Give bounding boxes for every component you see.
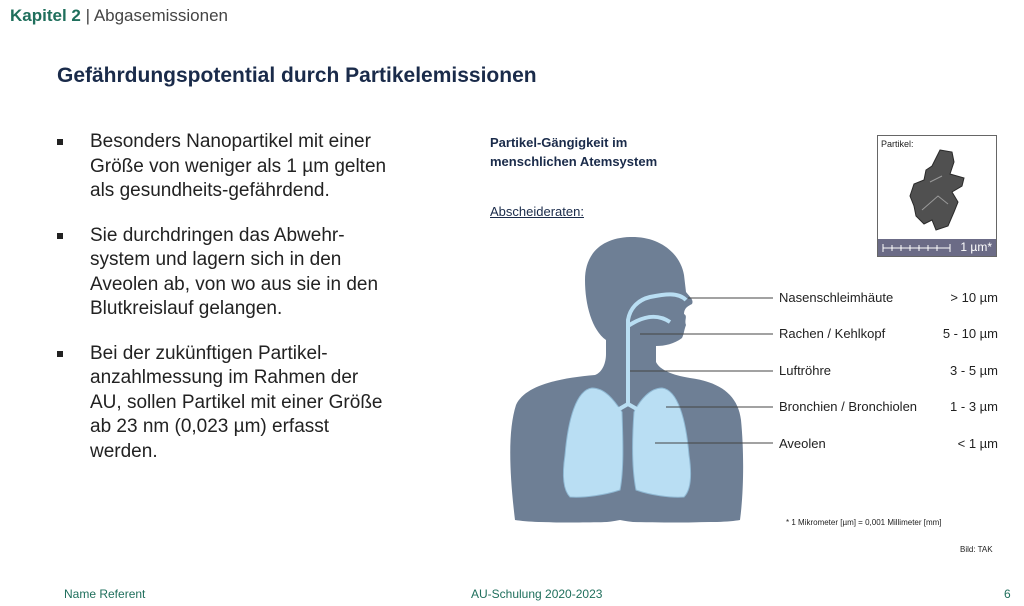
bullet-text: Bei der zukünftigen Partikel-anzahlmessung im Rahmen der AU, sollen Partikel mit einer Größe ab 23 nm (0,023 µm) erfasst werden. xyxy=(90,342,383,462)
diagram-title-line2: menschlichen Atemsystem xyxy=(490,154,658,169)
diagram-subtitle: Abscheideraten: xyxy=(490,204,584,219)
footer-course: AU-Schulung 2020-2023 xyxy=(471,587,603,601)
bullet-text: Sie durchdringen das Abwehr-system und lagern sich in den Aveolen ab, von wo aus sie in den Blutkreislauf gelangen. xyxy=(90,224,379,319)
deposition-label: Rachen / Kehlkopf xyxy=(779,326,886,341)
deposition-label: Nasenschleimhäute xyxy=(779,290,894,305)
image-credit: Bild: TAK xyxy=(960,545,993,554)
scale-label: 1 µm* xyxy=(960,240,992,254)
bullet-text: Besonders Nanopartikel mit einer Größe von weniger als 1 µm gelten als gesundheits-gefährdend. xyxy=(90,131,387,201)
deposition-value: < 1 µm xyxy=(957,436,998,451)
deposition-value: 5 - 10 µm xyxy=(942,326,998,341)
deposition-value: 1 - 3 µm xyxy=(950,399,998,414)
deposition-label: Bronchien / Bronchiolen xyxy=(779,399,918,414)
particle-label: Partikel: xyxy=(881,139,914,149)
deposition-label: Aveolen xyxy=(779,436,826,451)
footnote: * 1 Mikrometer [µm] = 0,001 Millimeter [mm] xyxy=(786,518,942,527)
base-cloud xyxy=(495,520,760,540)
header-separator: | xyxy=(85,6,91,25)
deposition-label: Luftröhre xyxy=(779,363,832,378)
diagram-title-line1: Partikel-Gängigkeit im xyxy=(490,135,628,150)
deposition-value: 3 - 5 µm xyxy=(950,363,998,378)
footer-presenter: Name Referent xyxy=(64,587,146,601)
section-label: Abgasemissionen xyxy=(93,6,229,25)
particle-image xyxy=(877,135,997,257)
scale-ruler-icon xyxy=(882,239,952,256)
page-number: 6 xyxy=(1004,587,1011,601)
slide-title: Gefährdungspotential durch Partikelemissionen xyxy=(57,64,537,87)
scale-bar xyxy=(878,239,996,256)
particle-icon xyxy=(878,136,996,256)
deposition-value: > 10 µm xyxy=(950,290,998,305)
chapter-label: Kapitel 2 xyxy=(10,6,81,25)
